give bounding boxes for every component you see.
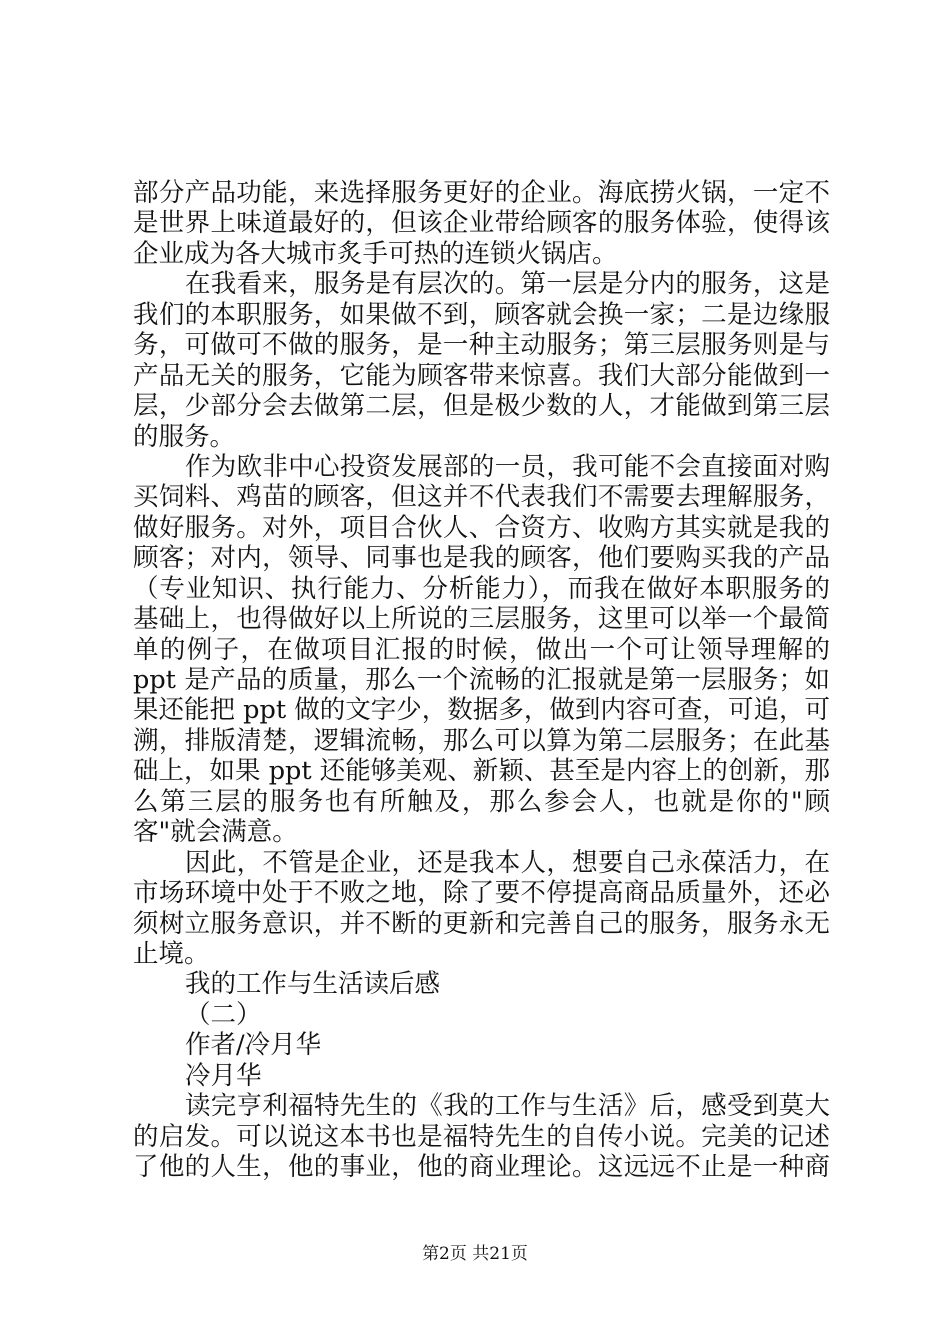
text-line: 读完亨利福特先生的《我的工作与生活》后，感受到莫大	[185, 1091, 830, 1122]
text-line: 做好服务。对外，项目合伙人、合资方、收购方其实就是我的	[133, 512, 830, 543]
text-line: 的服务。	[133, 421, 236, 452]
text-line: 买饲料、鸡苗的顾客，但这并不代表我们不需要去理解服务，	[133, 482, 830, 513]
text-line: 客"就会满意。	[133, 817, 298, 848]
text-line: 止境。	[133, 939, 210, 969]
text-line: 在我看来，服务是有层次的。第一层是分内的服务，这是	[185, 269, 830, 300]
text-line: 么第三层的服务也有所触及，那么参会人，也就是你的"顾	[133, 786, 830, 817]
text-line: 基础上，也得做好以上所说的三层服务，这里可以举一个最简	[133, 604, 830, 635]
text-line: 单的例子，在做项目汇报的时候，做出一个可让领导理解的	[133, 634, 830, 665]
text-line: 果还能把 ppt 做的文字少，数据多，做到内容可查，可追，可	[133, 695, 830, 726]
text-line: 础上，如果 ppt 还能够美观、新颖、甚至是内容上的创新，那	[133, 756, 830, 787]
text-line: 我的工作与生活读后感	[185, 969, 441, 1000]
text-line: 冷月华	[185, 1060, 262, 1091]
text-line: 部分产品功能，来选择服务更好的企业。海底捞火锅，一定不	[133, 178, 830, 208]
text-line: ppt 是产品的质量，那么一个流畅的汇报就是第一层服务；如	[133, 665, 830, 696]
text-line: 务，可做可不做的服务，是一种主动服务；第三层服务则是与	[133, 330, 830, 361]
page-footer: 第2页 共21页	[422, 1244, 528, 1264]
text-line: 作者/冷月华	[185, 1030, 322, 1061]
text-line: 因此，不管是企业，还是我本人，想要自己永葆活力，在	[185, 847, 830, 878]
text-line: 溯，排版清楚，逻辑流畅，那么可以算为第二层服务；在此基	[133, 725, 830, 756]
text-line: 作为欧非中心投资发展部的一员，我可能不会直接面对购	[185, 451, 830, 482]
text-line: 企业成为各大城市炙手可热的连锁火锅店。	[133, 238, 618, 269]
text-line: 须树立服务意识，并不断的更新和完善自己的服务，服务永无	[133, 908, 830, 939]
text-line: 是世界上味道最好的，但该企业带给顾客的服务体验，使得该	[133, 208, 830, 239]
text-line: 层，少部分会去做第二层，但是极少数的人，才能做到第三层	[133, 391, 830, 422]
text-line: 了他的人生，他的事业，他的商业理论。这远远不止是一种商	[133, 1152, 830, 1183]
text-line: 顾客；对内，领导、同事也是我的顾客，他们要购买我的产品	[133, 543, 830, 574]
text-line: （二）	[185, 999, 262, 1030]
text-line: （专业知识、执行能力、分析能力），而我在做好本职服务的	[133, 573, 830, 604]
text-line: 市场环境中处于不败之地，除了要不停提高商品质量外，还必	[133, 878, 830, 909]
text-line: 的启发。可以说这本书也是福特先生的自传小说。完美的记述	[133, 1121, 830, 1152]
text-line: 产品无关的服务，它能为顾客带来惊喜。我们大部分能做到一	[133, 360, 830, 391]
text-line: 我们的本职服务，如果做不到，顾客就会换一家；二是边缘服	[133, 299, 830, 330]
